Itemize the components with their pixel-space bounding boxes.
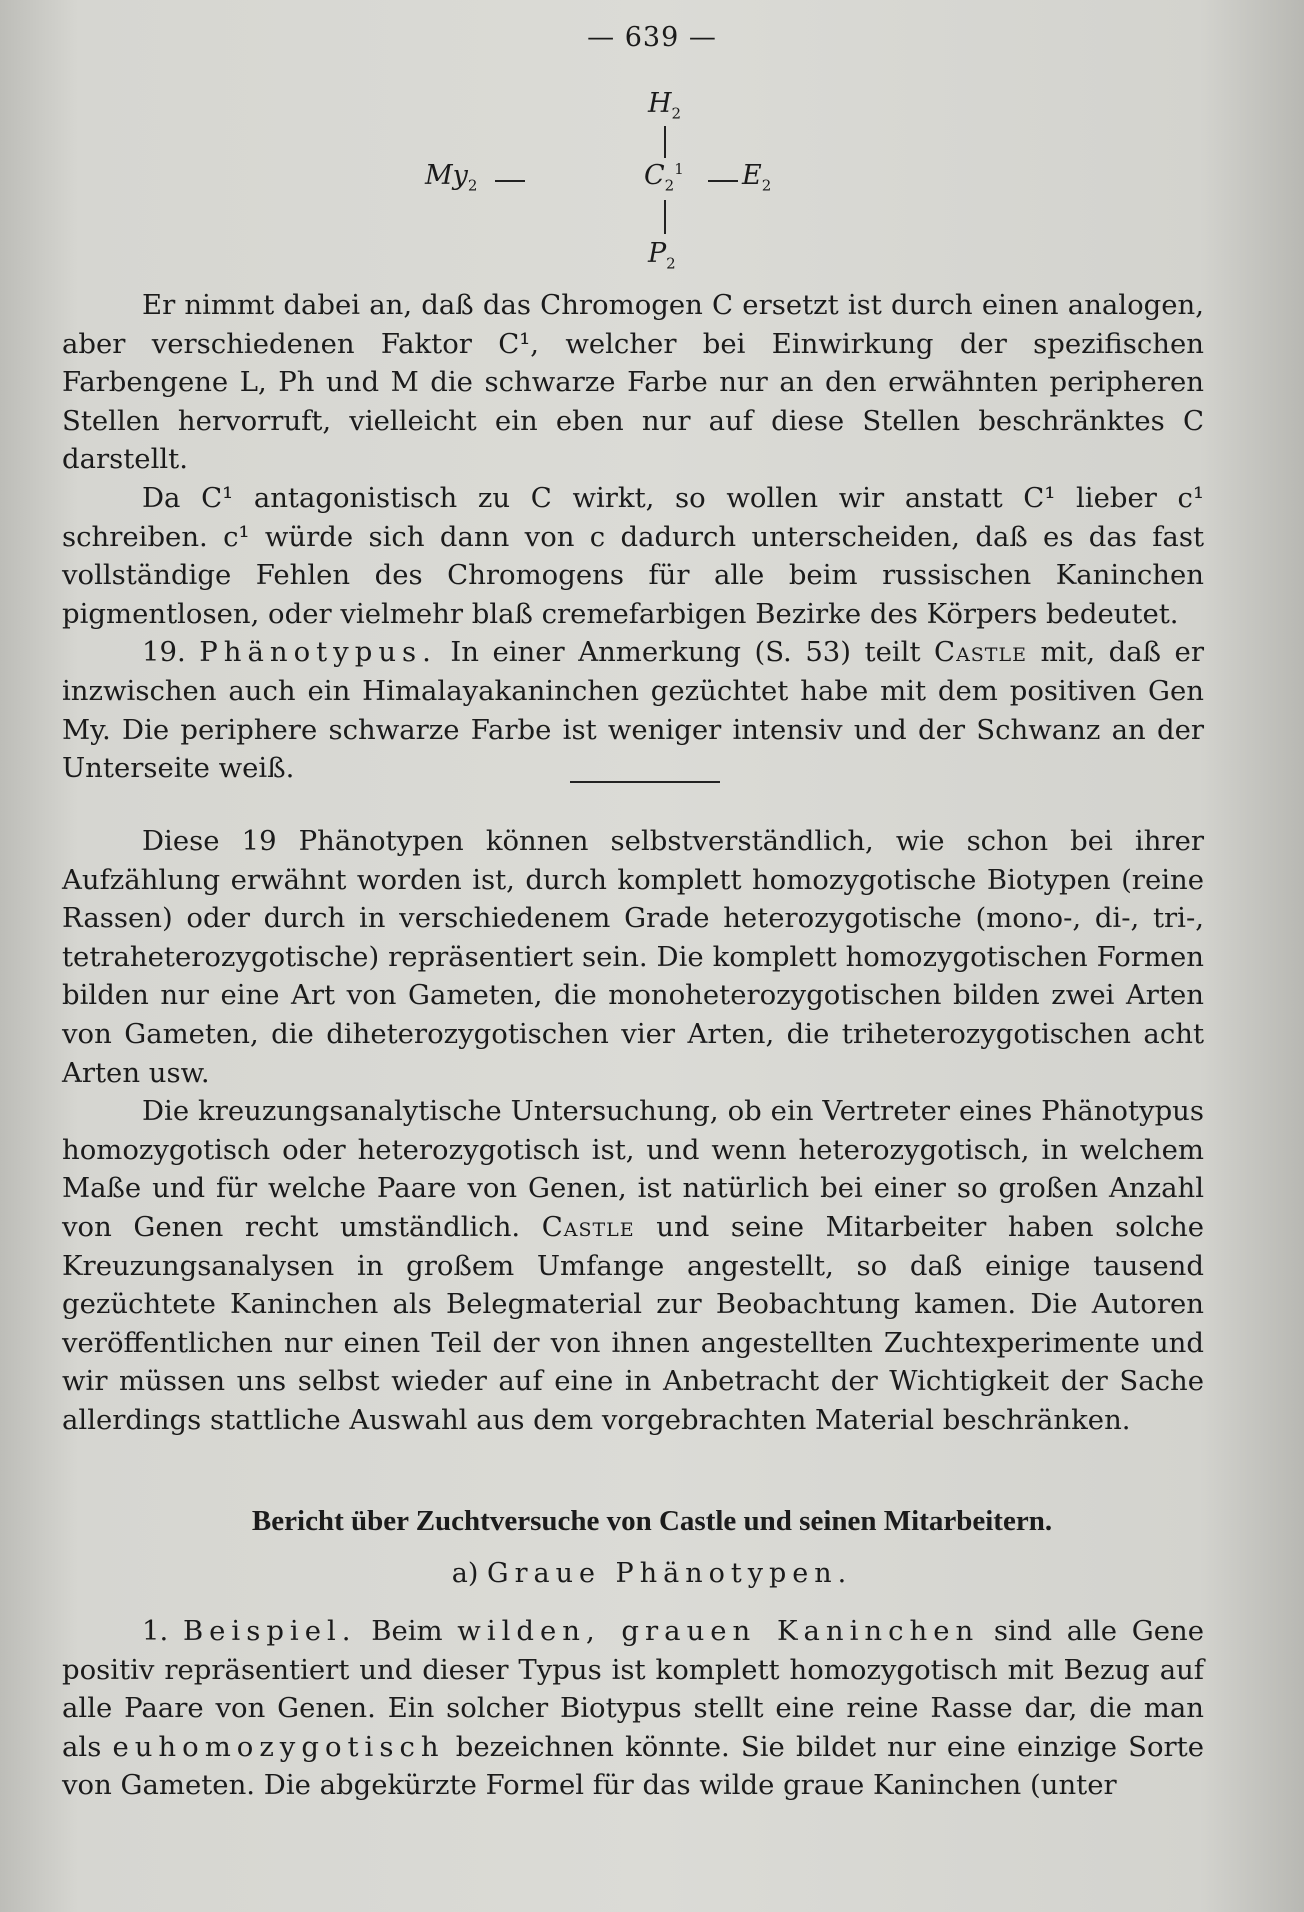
text-block-3 xyxy=(62,1612,1204,1805)
formula-left: $My_2$ xyxy=(425,160,478,195)
formula-right: $E_2$ xyxy=(742,160,772,195)
text-block-2 xyxy=(62,822,1204,1440)
subsection-title: Graue Phänotypen. xyxy=(487,1558,853,1589)
phenotype-label: Phänotypus. xyxy=(199,636,437,669)
paragraph-cross-analysis xyxy=(62,1092,1204,1439)
subsection-prefix: a) xyxy=(451,1558,479,1589)
paragraph-phenotypes-summary: Diese 19 Phänotypen können selbstverständlich, wie schon bei ihrer Aufzählung erwähnt worden ist, durch komplett homozygotische Biotypen (reine Rassen) oder durch in verschiedenem Grade heterozygotische (mono-, di-, tri-, tetraheterozygotische) repräsentiert sein. Die komplett homozygotischen Formen bilden nur eine Art von Gameten, die monoheterozygotischen bilden zwei Arten von Gameten, die diheterozygotischen vier Arten, die triheterozygotischen acht Arten usw. xyxy=(62,825,1204,1089)
emphasized-text: wilden, grauen Kaninchen xyxy=(457,1615,980,1647)
section-divider xyxy=(570,781,720,783)
page-number: — 639 — xyxy=(587,22,717,53)
paragraph-text: Die kreuzungsanalytische Untersuchung, ob ein Vertreter eines Phänotypus homozygotisch oder heterozygotisch ist, und wenn heterozygotisch, in welchem Maße und für welche Paare von Genen, ist natürlich bei einer so großen Anzahl von Genen recht umständlich. xyxy=(62,1095,1204,1243)
author-name: Castle xyxy=(541,1210,635,1243)
formula-bottom: $P_2$ xyxy=(648,238,676,273)
formula-connector-left xyxy=(495,180,525,182)
paragraph-text: und seine Mitarbeiter haben solche Kreuzungsanalysen in großem Umfange angestellt, so daß einige tausend gezüchtete Kaninchen als Belegmaterial zur Beobachtung kamen. Die Autoren veröffentlichen nur einen Teil der von ihnen angestellten Zuchtexperimente und wir müssen uns selbst wieder auf eine in Anbetracht der Wichtigkeit der Sache allerdings stattliche Auswahl aus dem vorgebrachten Material beschränken. xyxy=(62,1210,1204,1436)
formula-connector-right xyxy=(708,180,738,182)
section-heading: Bericht über Zuchtversuche von Castle und seinen Mitarbeitern. xyxy=(251,1505,1053,1537)
author-name: Castle xyxy=(934,636,1027,669)
formula-top: $H_2$ xyxy=(648,88,682,123)
text-block-1 xyxy=(62,286,1204,788)
paragraph-text: Beim xyxy=(371,1615,443,1647)
phenotype-number: 19. xyxy=(142,636,186,669)
paragraph-text: bezeichnen könnte. Sie bildet nur eine einzige Sorte von Gameten. Die abgekürzte Formel für das wilde graue Kaninchen (unter xyxy=(62,1730,1204,1802)
genotype-formula xyxy=(425,88,780,288)
paragraph-text: In einer Anmerkung (S. 53) teilt xyxy=(450,636,921,669)
paragraph-example-1 xyxy=(62,1612,1204,1805)
emphasized-text: euhomozygotisch xyxy=(112,1730,445,1763)
example-label: Beispiel. xyxy=(182,1615,357,1647)
paragraph-text: mit, daß er inzwischen auch ein Himalayakaninchen gezüchtet habe mit dem positiven Gen My. Die periphere schwarze Farbe ist weniger intensiv und der Schwanz an der Unterseite weiß. xyxy=(62,636,1204,785)
subsection-heading xyxy=(0,1558,1304,1589)
paragraph-antagonist: Da C¹ antagonistisch zu C wirkt, so wollen wir anstatt C¹ lieber c¹ schreiben. c¹ würde sich dann von c dadurch unterscheiden, daß es das fast vollständige Fehlen des Chromogens für alle beim russischen Kaninchen pigmentlosen, oder vielmehr blaß cremefarbigen Bezirke des Körpers bedeutet. xyxy=(62,481,1204,630)
formula-connector-bottom xyxy=(664,200,666,234)
paragraph-text: sind alle Gene positiv repräsentiert und dieser Typus ist komplett homozygotisch mit Bezug auf alle Paare von Genen. Ein solcher Biotypus stellt eine reine Rasse dar, die man als xyxy=(62,1615,1204,1763)
example-number: 1. xyxy=(142,1615,169,1647)
paragraph-phenotype-19 xyxy=(62,633,1204,787)
paragraph-chromogen: Er nimmt dabei an, daß das Chromogen C ersetzt ist durch einen analogen, aber verschiedenen Faktor C¹, welcher bei Einwirkung der spezifischen Farbengene L, Ph und M die schwarze Farbe nur an den erwähnten peripheren Stellen hervorruft, vielleicht ein eben nur auf diese Stellen beschränktes C darstellt. xyxy=(62,289,1204,476)
formula-center: $C_2^1$ xyxy=(644,160,684,195)
formula-connector-top xyxy=(664,126,666,158)
